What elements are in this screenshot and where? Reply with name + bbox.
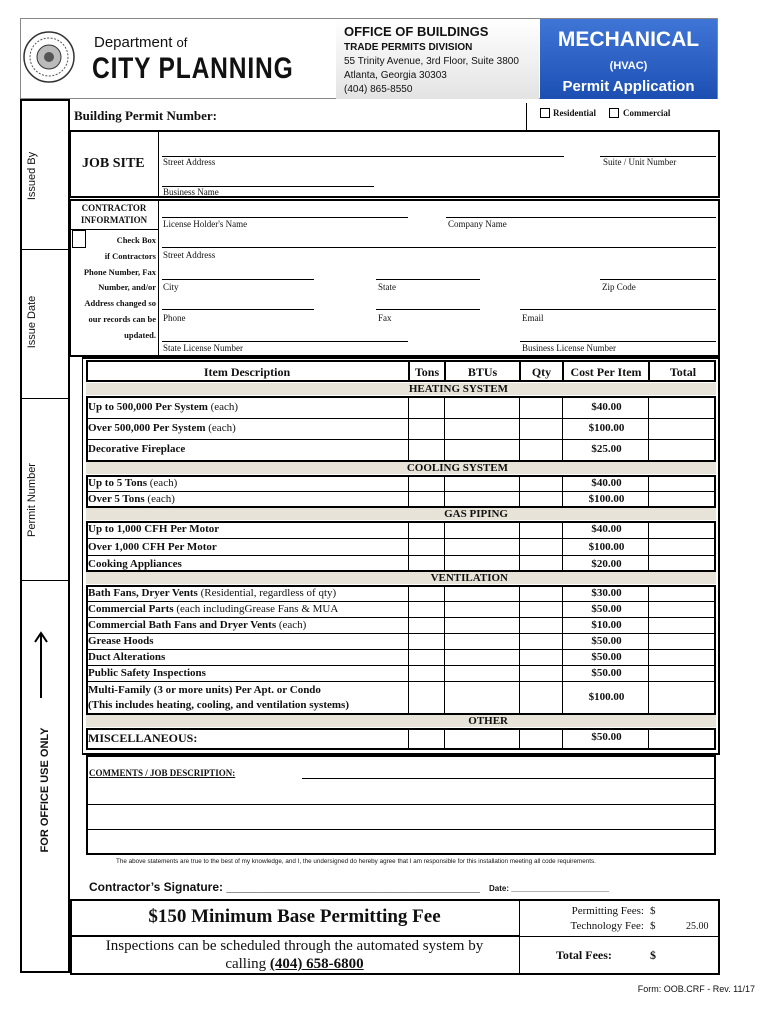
column-divider xyxy=(562,521,563,572)
table-row: Up to 500,000 Per System (each) xyxy=(88,401,239,413)
table-row: Cooking Appliances xyxy=(88,558,182,570)
permitting-fees-dollar: $ xyxy=(650,905,656,917)
office-address-2: Atlanta, Georgia 30303 xyxy=(344,70,447,81)
table-row: Commercial Parts (each includingGrease Fans & MUA xyxy=(88,603,339,615)
contractor-street-address-field[interactable]: Street Address xyxy=(163,250,216,260)
technology-fee-amount: 25.00 xyxy=(686,921,709,932)
section-cooling: COOLING SYSTEM xyxy=(86,462,716,474)
inspections-note: Inspections can be scheduled through the automated system by calling (404) 658-6800 xyxy=(105,938,484,972)
date-field[interactable]: Date: ______________________ xyxy=(489,884,610,893)
column-divider xyxy=(444,396,445,462)
section-gas-piping: GAS PIPING xyxy=(86,508,716,520)
header-total: Total xyxy=(669,365,697,379)
commercial-label: Commercial xyxy=(623,108,671,118)
city-field[interactable]: City xyxy=(163,282,179,292)
title-mechanical: MECHANICAL xyxy=(557,28,700,51)
section-other: OTHER xyxy=(86,715,716,727)
column-divider xyxy=(408,521,409,572)
department-label: Department of xyxy=(94,34,188,51)
issued-by-label: Issued By xyxy=(26,151,38,201)
license-holder-name-field[interactable]: License Holder's Name xyxy=(163,219,248,229)
table-row: Over 5 Tons (each) xyxy=(88,493,175,505)
check-box-note: Check Box if Contractors Phone Number, Fax Number, and/or Address changed so our records can be updated. xyxy=(83,235,156,340)
contractor-signature-field[interactable]: Contractor’s Signature: ______________________________________ xyxy=(89,880,480,894)
job-suite-unit-field[interactable]: Suite / Unit Number xyxy=(603,157,677,167)
title-permit-application: Permit Application xyxy=(562,78,695,95)
office-title: OFFICE OF BUILDINGS xyxy=(344,24,489,39)
column-divider xyxy=(562,585,563,715)
comments-label: COMMENTS / JOB DESCRIPTION: xyxy=(89,768,236,778)
table-row: Multi-Family (3 or more units) Per Apt. or Condo xyxy=(88,684,321,696)
price-value: $50.00 xyxy=(591,651,622,663)
table-row: Public Safety Inspections xyxy=(88,667,206,679)
certification-statement: The above statements are true to the best of my knowledge, and I, the undersigned do hereby agree that I am responsible for this installation meeting all code requirements. xyxy=(116,858,596,865)
job-site-label: JOB SITE xyxy=(82,156,145,171)
table-row: Up to 5 Tons (each) xyxy=(88,477,178,489)
minimum-fee-notice: $150 Minimum Base Permitting Fee xyxy=(148,906,441,927)
office-address-1: 55 Trinity Avenue, 3rd Floor, Suite 3800 xyxy=(344,56,519,67)
division-title: TRADE PERMITS DIVISION xyxy=(344,42,473,53)
job-business-name-field[interactable]: Business Name xyxy=(163,187,219,197)
table-row: (This includes heating, cooling, and ventilation systems) xyxy=(88,699,349,711)
header-tons: Tons xyxy=(414,365,440,379)
price-value: $20.00 xyxy=(591,558,622,570)
table-row: Commercial Bath Fans and Dryer Vents (each) xyxy=(88,619,307,631)
table-row: Over 1,000 CFH Per Motor xyxy=(88,541,217,553)
technology-fee-dollar: $ xyxy=(650,920,656,932)
price-value: $30.00 xyxy=(591,587,622,599)
department-name: CITY PLANNING xyxy=(92,52,294,85)
permit-number-label: Permit Number xyxy=(26,463,38,537)
office-phone: (404) 865-8550 xyxy=(344,84,413,95)
price-value: $40.00 xyxy=(591,523,622,535)
residential-label: Residential xyxy=(553,108,597,118)
column-divider xyxy=(562,728,563,750)
state-license-number-field[interactable]: State License Number xyxy=(163,343,243,353)
column-divider xyxy=(519,396,520,462)
department-seal xyxy=(22,30,76,84)
state-field[interactable]: State xyxy=(378,282,396,292)
price-value: $100.00 xyxy=(588,422,625,434)
total-fees-label: Total Fees: xyxy=(556,948,612,962)
section-ventilation: VENTILATION xyxy=(86,572,716,584)
column-divider xyxy=(444,728,445,750)
zip-code-field[interactable]: Zip Code xyxy=(602,282,636,292)
price-value: $50.00 xyxy=(591,603,622,615)
business-license-number-field[interactable]: Business License Number xyxy=(522,343,616,353)
column-divider xyxy=(519,728,520,750)
price-value: $100.00 xyxy=(588,691,625,703)
permitting-fees-label: Permitting Fees: xyxy=(571,905,644,917)
price-value: $50.00 xyxy=(591,635,622,647)
contractor-info-label: CONTRACTOR INFORMATION xyxy=(80,203,148,225)
price-value: $50.00 xyxy=(591,731,622,743)
email-field[interactable]: Email xyxy=(522,313,544,323)
column-divider xyxy=(444,585,445,715)
table-row: Over 500,000 Per System (each) xyxy=(88,422,236,434)
price-value: $10.00 xyxy=(591,619,622,631)
column-divider xyxy=(444,521,445,572)
price-value: $40.00 xyxy=(591,401,622,413)
office-use-only-label: FOR OFFICE USE ONLY xyxy=(39,727,51,853)
header-qty: Qty xyxy=(531,365,552,379)
header-cost-per-item: Cost Per Item xyxy=(570,365,642,379)
column-divider xyxy=(562,396,563,462)
column-divider xyxy=(519,521,520,572)
price-value: $25.00 xyxy=(591,443,622,455)
residential-checkbox[interactable] xyxy=(540,108,550,118)
price-value: $50.00 xyxy=(591,667,622,679)
table-row: Grease Hoods xyxy=(88,635,154,647)
building-permit-number-label: Building Permit Number: xyxy=(74,108,217,123)
header-item-description: Item Description xyxy=(203,365,291,379)
total-fees-dollar: $ xyxy=(650,948,656,962)
column-divider xyxy=(519,585,520,715)
price-value: $100.00 xyxy=(588,493,625,505)
section-heating: HEATING SYSTEM xyxy=(86,383,716,395)
column-divider xyxy=(408,585,409,715)
issue-date-label: Issue Date xyxy=(26,295,38,349)
column-divider xyxy=(408,728,409,750)
column-divider xyxy=(408,396,409,462)
commercial-checkbox[interactable] xyxy=(609,108,619,118)
table-row: Up to 1,000 CFH Per Motor xyxy=(88,523,220,535)
arrow-up-icon xyxy=(34,630,48,703)
price-value: $100.00 xyxy=(588,541,625,553)
table-row: Bath Fans, Dryer Vents (Residential, regardless of qty) xyxy=(88,587,337,599)
form-revision: Form: OOB.CRF - Rev. 11/17 xyxy=(637,984,755,994)
table-row: Decorative Fireplace xyxy=(88,443,186,455)
job-street-address-field[interactable]: Street Address xyxy=(163,157,216,167)
misc-label: MISCELLANEOUS: xyxy=(88,731,198,745)
table-row: Duct Alterations xyxy=(88,651,166,663)
title-hvac: (HVAC) xyxy=(609,60,648,72)
technology-fee-label: Technology Fee: xyxy=(570,920,644,932)
phone-field[interactable]: Phone xyxy=(163,313,186,323)
fax-field[interactable]: Fax xyxy=(378,313,392,323)
header-btus: BTUs xyxy=(467,365,498,379)
price-value: $40.00 xyxy=(591,477,622,489)
company-name-field[interactable]: Company Name xyxy=(448,219,507,229)
